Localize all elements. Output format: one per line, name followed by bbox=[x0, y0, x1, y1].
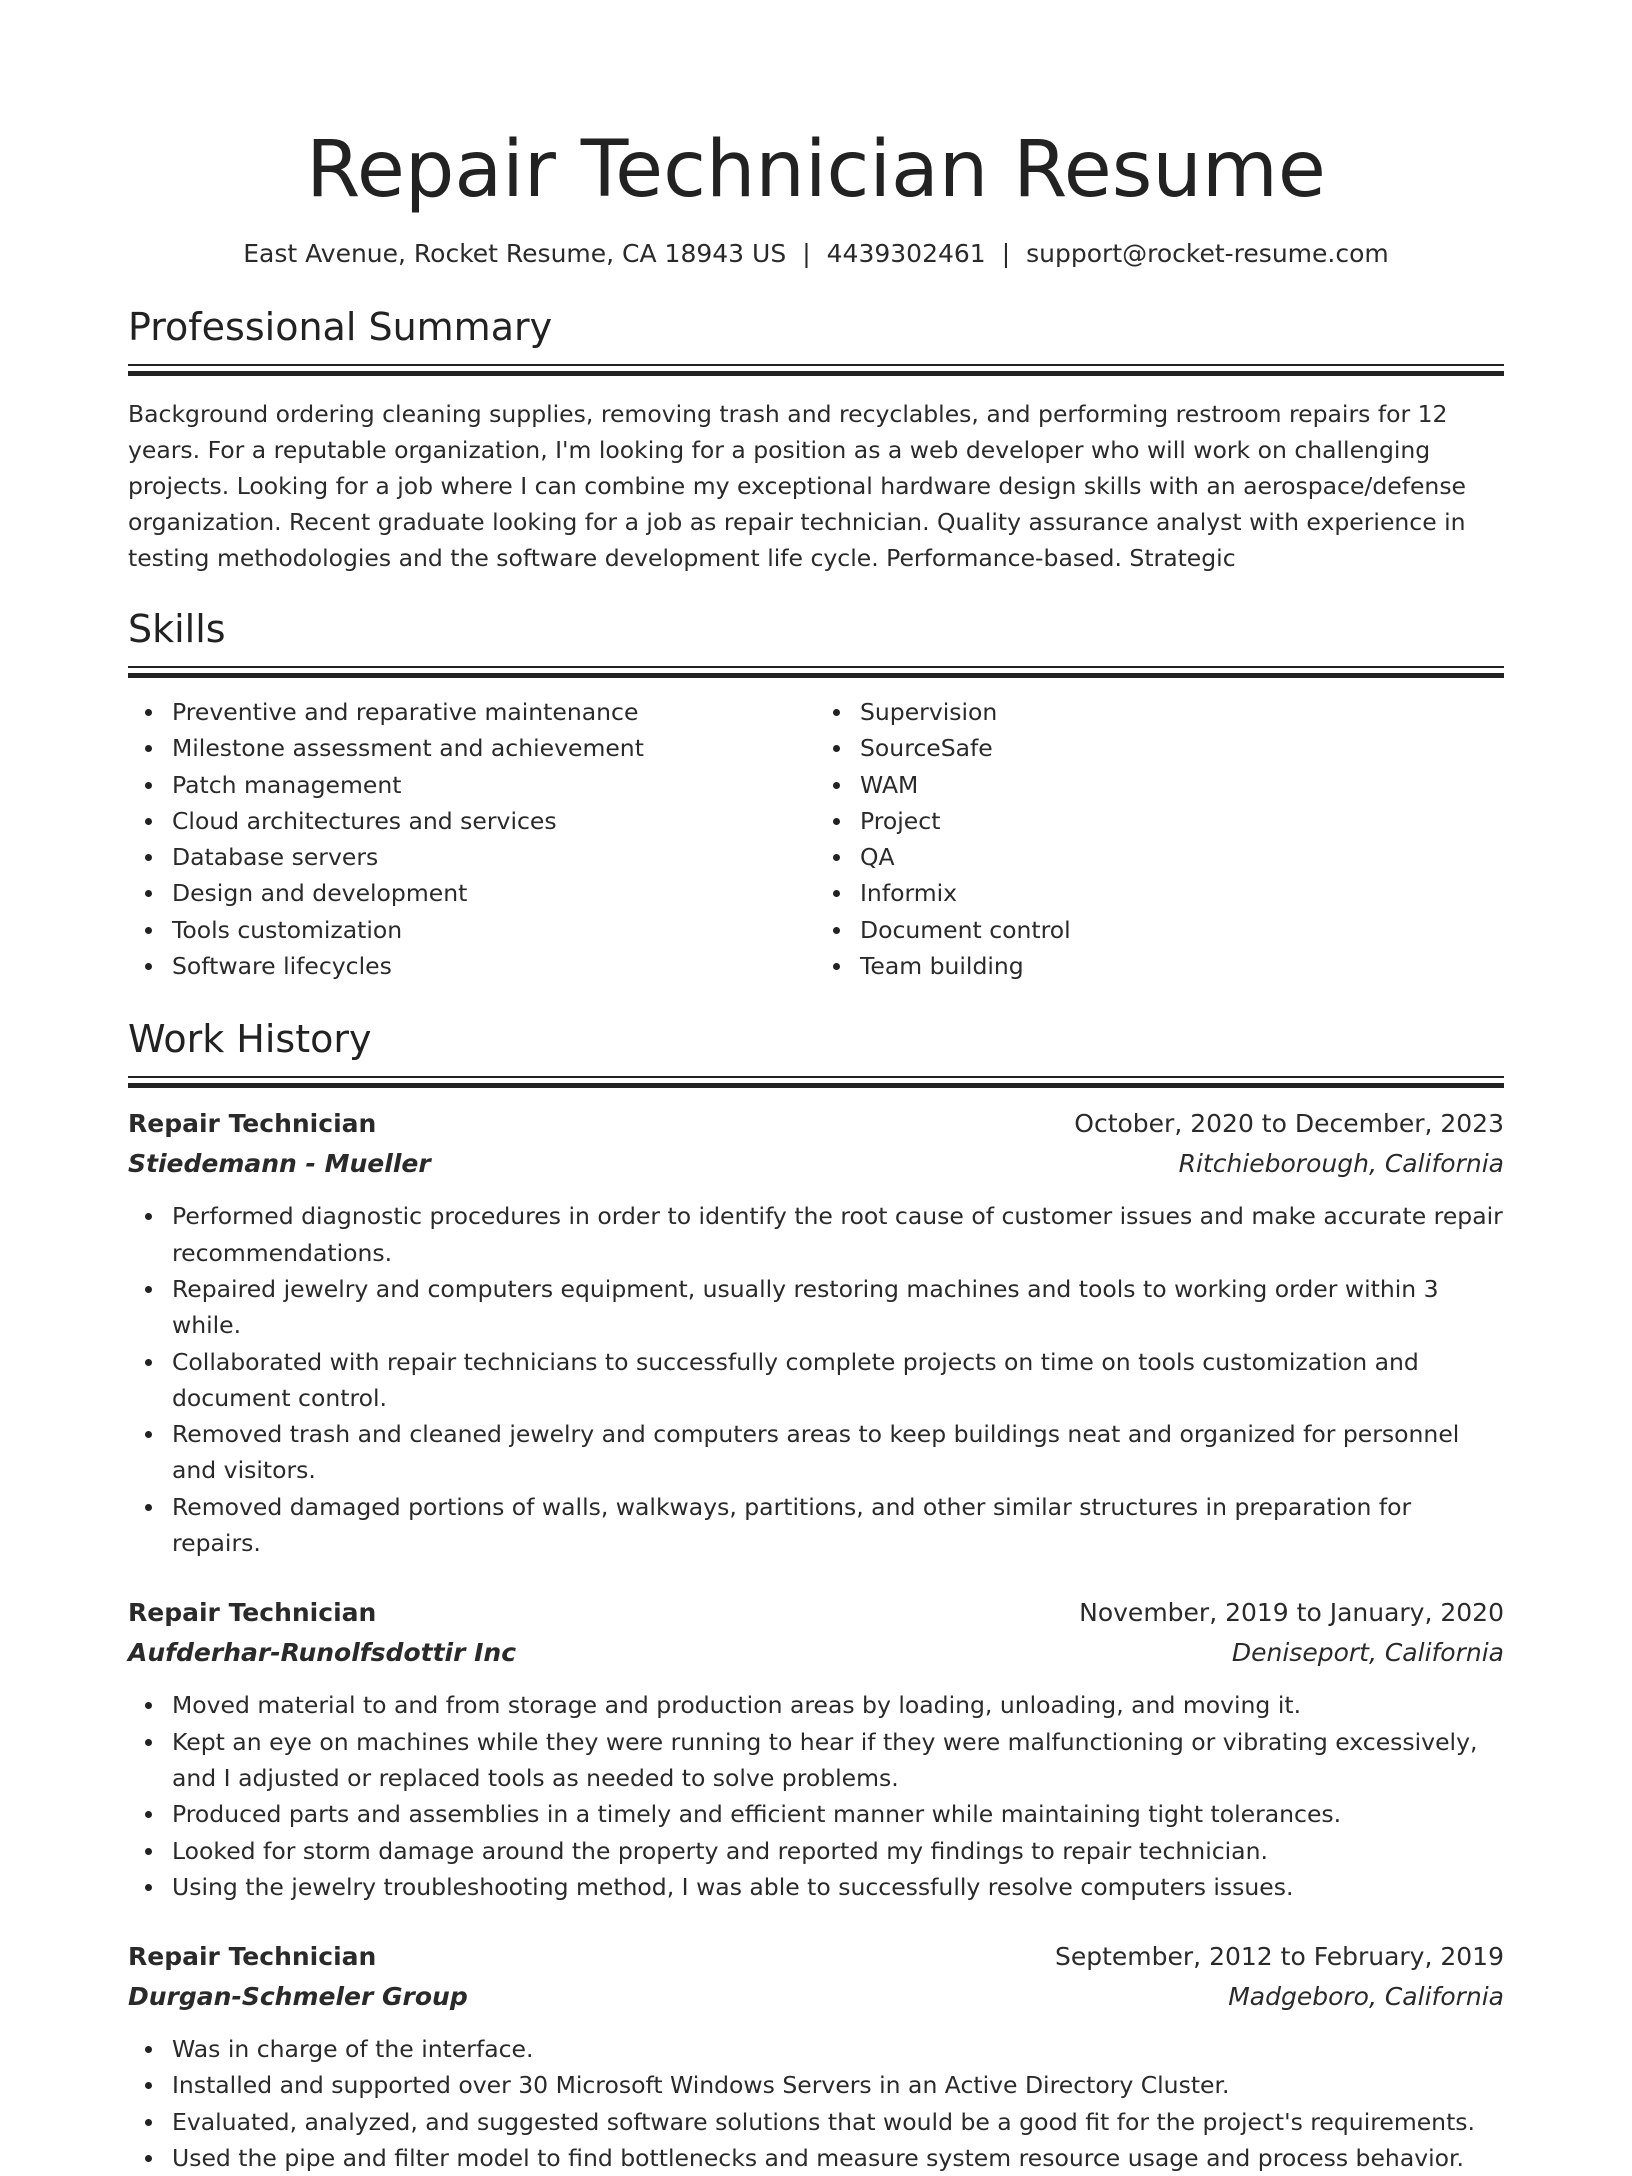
skill-item: Tools customization bbox=[172, 912, 816, 948]
job-entry bbox=[128, 1104, 1504, 1561]
skills-grid bbox=[128, 694, 1504, 984]
job-duties-list bbox=[128, 1198, 1504, 1561]
skill-item: Document control bbox=[860, 912, 1504, 948]
section-title-summary: Professional Summary bbox=[128, 305, 553, 349]
job-location: Ritchieborough, California bbox=[1178, 1149, 1504, 1179]
job-title: Repair Technician bbox=[128, 1109, 377, 1139]
duty-item: Moved material to and from storage and production areas by loading, unloading, and moving it. bbox=[172, 1687, 1504, 1723]
skill-item: Cloud architectures and services bbox=[172, 803, 816, 839]
skill-item: WAM bbox=[860, 767, 1504, 803]
address: East Avenue, Rocket Resume, CA 18943 US bbox=[243, 239, 787, 268]
job-entry bbox=[128, 1937, 1504, 2176]
contact-separator: | bbox=[1001, 239, 1011, 268]
job-company: Aufderhar-Runolfsdottir Inc bbox=[128, 1638, 517, 1668]
job-entry bbox=[128, 1593, 1504, 1905]
job-duties-list bbox=[128, 1687, 1504, 1905]
duty-item: Collaborated with repair technicians to successfully complete projects on time on tools customization and document control. bbox=[172, 1344, 1504, 1417]
duty-item: Removed damaged portions of walls, walkways, partitions, and other similar structures in preparation for repairs. bbox=[172, 1489, 1504, 1562]
section-divider bbox=[128, 666, 1504, 678]
skill-item: Software lifecycles bbox=[172, 948, 816, 984]
duty-item: Removed trash and cleaned jewelry and computers areas to keep buildings neat and organized for personnel and visitors. bbox=[172, 1416, 1504, 1489]
skill-item: Project bbox=[860, 803, 1504, 839]
job-location: Deniseport, California bbox=[1231, 1638, 1504, 1668]
skill-item: Database servers bbox=[172, 839, 816, 875]
skill-item: Supervision bbox=[860, 694, 1504, 730]
duty-item: Repaired jewelry and computers equipment, usually restoring machines and tools to working order within 3 while. bbox=[172, 1271, 1504, 1344]
contact-separator: | bbox=[802, 239, 811, 268]
job-dates: September, 2012 to February, 2019 bbox=[1055, 1942, 1504, 1972]
duty-item: Produced parts and assemblies in a timely and efficient manner while maintaining tight tolerances. bbox=[172, 1796, 1504, 1832]
skills-section bbox=[128, 606, 1504, 984]
duty-item: Installed and supported over 30 Microsoft Windows Servers in an Active Directory Cluster. bbox=[172, 2067, 1504, 2103]
job-company: Stiedemann - Mueller bbox=[128, 1149, 431, 1179]
skill-item: Design and development bbox=[172, 875, 816, 911]
skill-item: QA bbox=[860, 839, 1504, 875]
skill-item: Preventive and reparative maintenance bbox=[172, 694, 816, 730]
job-location: Madgeboro, California bbox=[1228, 1982, 1504, 2012]
work-history-section bbox=[128, 1016, 1504, 2176]
section-title-skills: Skills bbox=[128, 607, 226, 651]
duty-item: Used the pipe and filter model to find bottlenecks and measure system resource usage and process behavior. bbox=[172, 2140, 1504, 2176]
duty-item: Kept an eye on machines while they were running to hear if they were malfunctioning or vibrating excessively, and I adjusted or replaced tools as needed to solve problems. bbox=[172, 1724, 1504, 1797]
phone: 4439302461 bbox=[826, 239, 986, 268]
section-divider bbox=[128, 364, 1504, 376]
contact-line bbox=[128, 238, 1504, 270]
summary-text: Background ordering cleaning supplies, removing trash and recyclables, and performing restroom repairs for 12 years. For a reputable organization, I'm looking for a position as a web developer who will work on challenging projects. Looking for a job where I can combine my exceptional hardware design skills with an aerospace/defense organization. Recent graduate looking for a job as repair technician. Quality assurance analyst with experience in testing methodologies and the software development life cycle. Performance-based. Strategic bbox=[128, 400, 1467, 572]
duty-item: Performed diagnostic procedures in order to identify the root cause of customer issues and make accurate repair recommendations. bbox=[172, 1198, 1504, 1271]
skill-item: Milestone assessment and achievement bbox=[172, 730, 816, 766]
skill-item: Informix bbox=[860, 875, 1504, 911]
job-company: Durgan-Schmeler Group bbox=[128, 1982, 468, 2012]
job-title: Repair Technician bbox=[128, 1598, 377, 1628]
skill-item: Patch management bbox=[172, 767, 816, 803]
skills-list-left bbox=[128, 694, 816, 984]
duty-item: Was in charge of the interface. bbox=[172, 2031, 1504, 2067]
professional-summary-section bbox=[128, 304, 1504, 576]
skill-item: SourceSafe bbox=[860, 730, 1504, 766]
job-dates: November, 2019 to January, 2020 bbox=[1079, 1598, 1504, 1628]
duty-item: Using the jewelry troubleshooting method, I was able to successfully resolve computers issues. bbox=[172, 1869, 1504, 1905]
resume-page bbox=[128, 0, 1504, 2176]
resume-title: Repair Technician Resume bbox=[306, 125, 1326, 215]
section-title-work-history: Work History bbox=[128, 1017, 372, 1062]
email-link[interactable]: support@rocket-resume.com bbox=[1026, 239, 1389, 268]
skill-item: Team building bbox=[860, 948, 1504, 984]
job-title: Repair Technician bbox=[128, 1942, 377, 1972]
duty-item: Evaluated, analyzed, and suggested software solutions that would be a good fit for the project's requirements. bbox=[172, 2104, 1504, 2140]
job-duties-list bbox=[128, 2031, 1504, 2176]
job-dates: October, 2020 to December, 2023 bbox=[1074, 1109, 1504, 1139]
skills-list-right bbox=[816, 694, 1504, 984]
section-divider bbox=[128, 1076, 1504, 1088]
duty-item: Looked for storm damage around the property and reported my findings to repair technician. bbox=[172, 1833, 1504, 1869]
